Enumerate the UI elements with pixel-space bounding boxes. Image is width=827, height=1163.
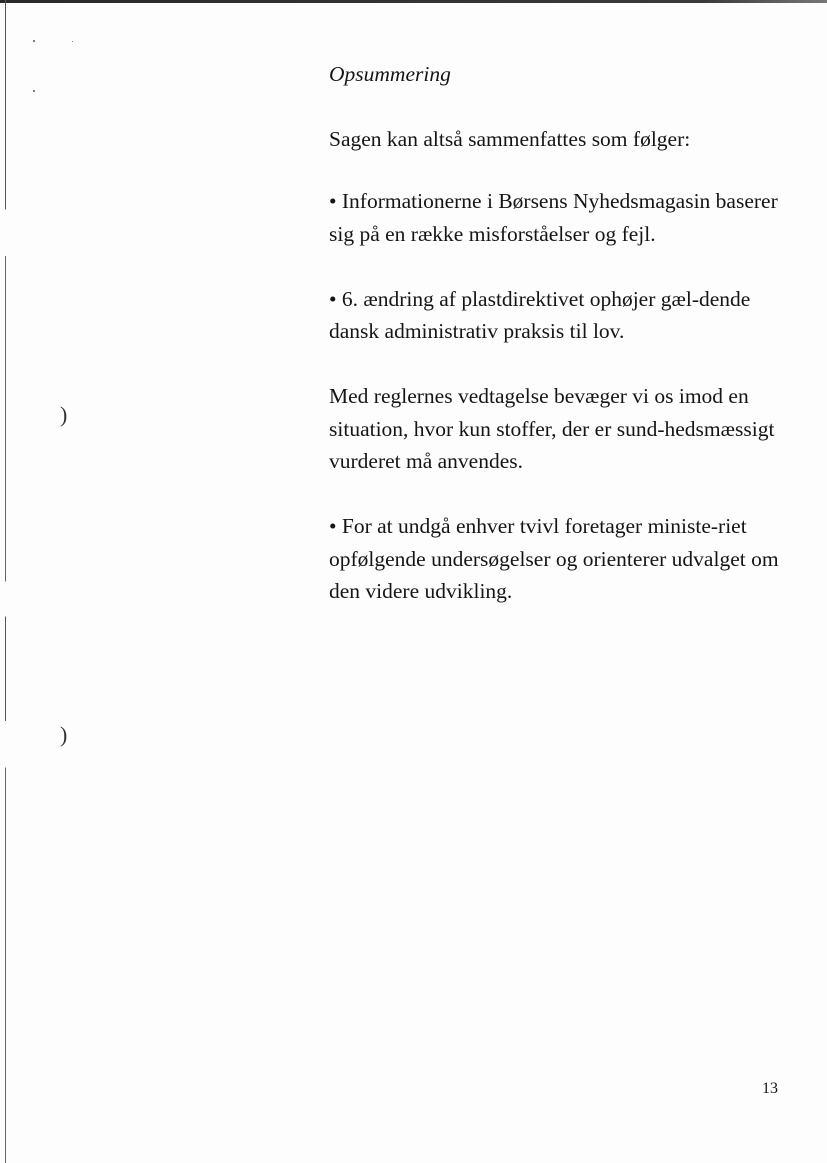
body-paragraph: Med reglernes vedtagelse bevæger vi os imod en situation, hvor kun stoffer, der er sund-hedsmæssigt vurderet må anvendes. — [329, 384, 775, 473]
punch-hole-mark: ) — [60, 722, 68, 747]
bullet-paragraph: • Informationerne i Børsens Nyhedsmagasin baserer sig på en række misforståelser og fejl. — [329, 189, 778, 246]
punch-hole-mark: ) — [60, 402, 68, 427]
bullet-paragraph: • For at undgå enhver tvivl foretager ministe-riet opfølgende undersøgelser og orienterer udvalget om den videre udvikling. — [329, 514, 779, 603]
document-body — [329, 58, 799, 640]
page-number: 13 — [762, 1080, 778, 1097]
scan-left-edge — [5, 0, 6, 1163]
summary-intro: Sagen kan altså sammenfattes som følger: — [329, 126, 691, 151]
bullet-paragraph: • 6. ændring af plastdirektivet ophøjer gæl-dende dansk administrativ praksis til lov. — [329, 286, 751, 343]
scan-speck — [33, 40, 35, 42]
scan-speck — [33, 90, 35, 92]
scan-speck — [72, 41, 73, 42]
section-heading: Opsummering — [329, 62, 451, 86]
scan-top-edge — [0, 0, 827, 3]
